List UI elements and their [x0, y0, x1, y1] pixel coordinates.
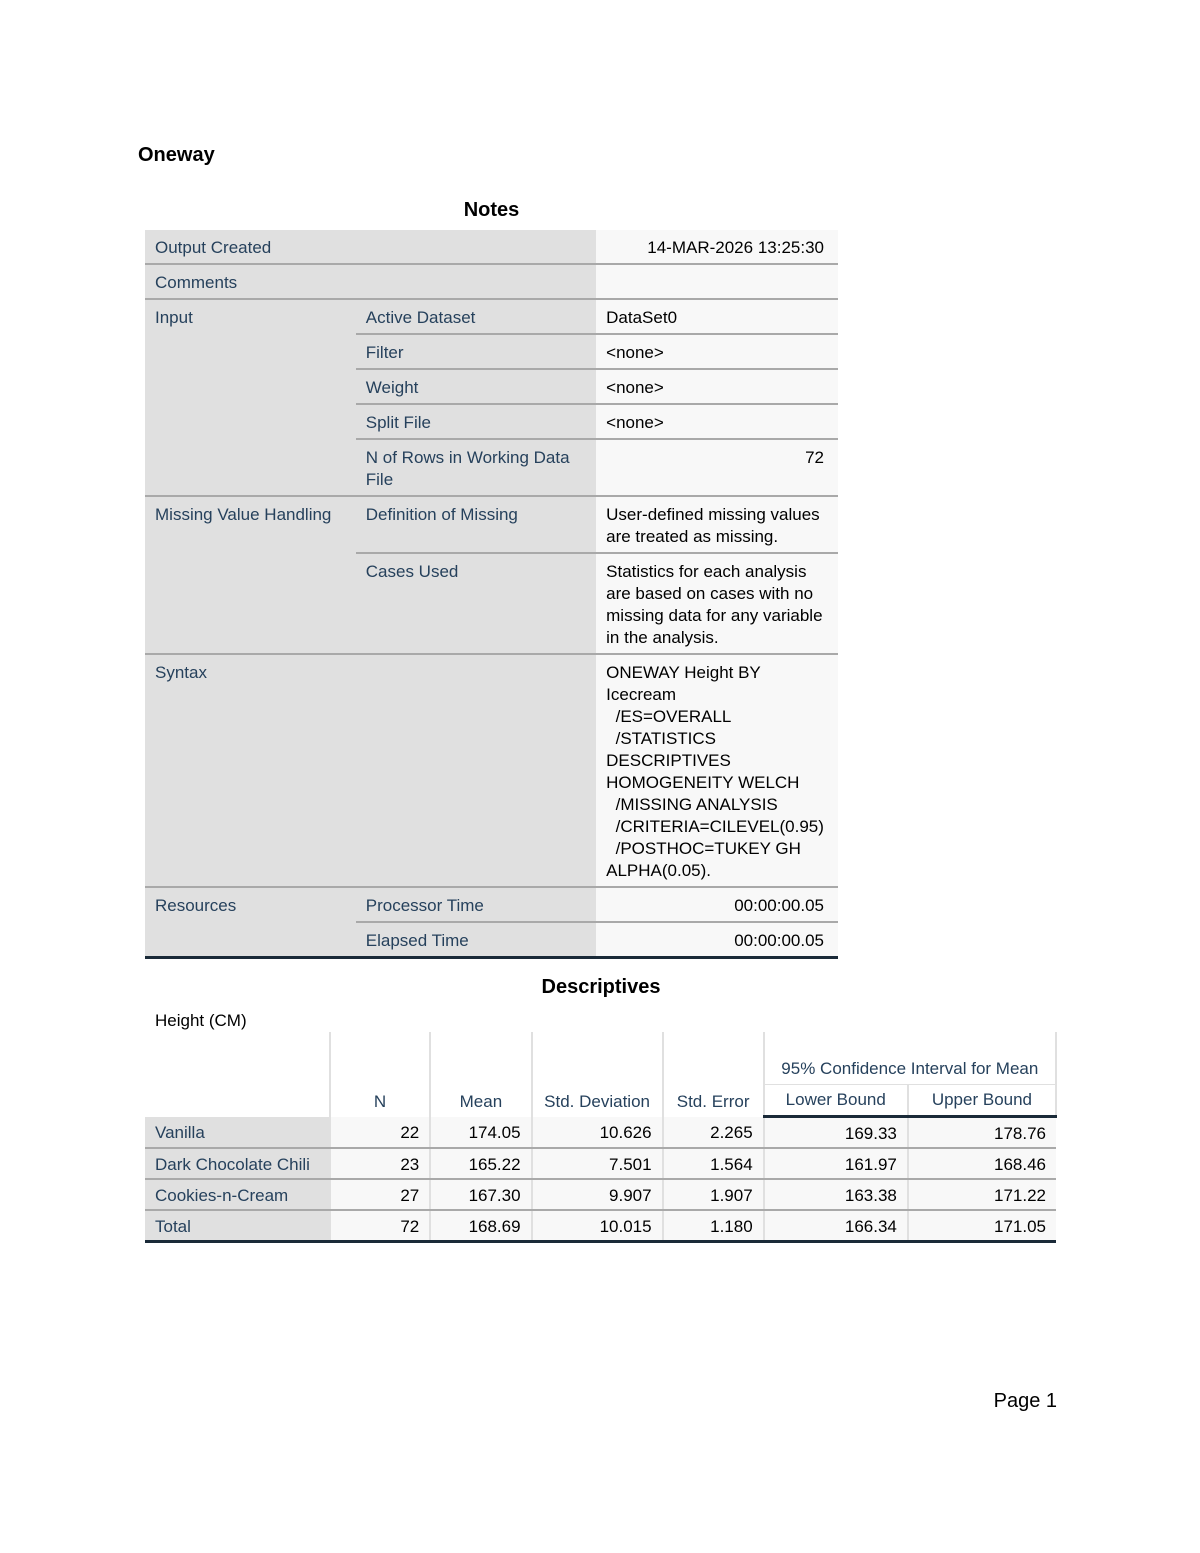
notes-label: Output Created [145, 230, 596, 264]
cell-mean: 165.22 [430, 1148, 531, 1179]
col-header-std-deviation: Std. Deviation [532, 1032, 663, 1117]
table-row [145, 1148, 1056, 1179]
notes-value: <none> [596, 334, 838, 369]
table-row [145, 1179, 1056, 1210]
table-row [145, 1210, 1056, 1242]
notes-label: Filter [356, 334, 596, 369]
notes-label: Processor Time [356, 887, 596, 922]
notes-label: Weight [356, 369, 596, 404]
col-header-mean: Mean [430, 1032, 531, 1117]
notes-label: Definition of Missing [356, 496, 596, 553]
col-header-upper-bound: Upper Bound [908, 1085, 1056, 1117]
notes-value: ONEWAY Height BY Icecream /ES=OVERALL /STATISTICS DESCRIPTIVES HOMOGENEITY WELCH /MISSING ANALYSIS /CRITERIA=CILEVEL(0.95) /POSTHOC=TUKEY GH ALPHA(0.05). [596, 654, 838, 887]
cell-mean: 168.69 [430, 1210, 531, 1242]
cell-n: 22 [330, 1117, 430, 1149]
row-label: Dark Chocolate Chili [145, 1148, 330, 1179]
cell-sd: 9.907 [532, 1179, 663, 1210]
notes-value: Statistics for each analysis are based on cases with no missing data for any variable in the analysis. [596, 553, 838, 654]
section-heading: Oneway [138, 144, 215, 166]
cell-n: 27 [330, 1179, 430, 1210]
notes-group-label: Resources [145, 887, 356, 958]
notes-value: 72 [596, 439, 838, 496]
col-header-n: N [330, 1032, 430, 1117]
cell-lower: 169.33 [764, 1117, 908, 1149]
table-row [145, 1117, 1056, 1149]
notes-label: Elapsed Time [356, 922, 596, 958]
notes-value: <none> [596, 404, 838, 439]
notes-label: Syntax [145, 654, 596, 887]
cell-upper: 178.76 [908, 1117, 1056, 1149]
cell-sd: 10.015 [532, 1210, 663, 1242]
notes-row-comments [145, 264, 838, 299]
notes-row-definition-missing [145, 496, 838, 553]
cell-se: 2.265 [663, 1117, 764, 1149]
notes-value: DataSet0 [596, 299, 838, 334]
col-header-lower-bound: Lower Bound [764, 1085, 908, 1117]
notes-value: <none> [596, 369, 838, 404]
notes-title: Notes [463, 199, 520, 221]
notes-label: N of Rows in Working Data File [356, 439, 596, 496]
cell-se: 1.180 [663, 1210, 764, 1242]
cell-sd: 10.626 [532, 1117, 663, 1149]
cell-upper: 168.46 [908, 1148, 1056, 1179]
descriptives-title: Descriptives [541, 976, 661, 998]
notes-group-label: Missing Value Handling [145, 496, 356, 654]
cell-lower: 166.34 [764, 1210, 908, 1242]
col-header-ci: 95% Confidence Interval for Mean [764, 1032, 1056, 1085]
cell-lower: 161.97 [764, 1148, 908, 1179]
notes-group-label: Input [145, 299, 356, 496]
cell-se: 1.907 [663, 1179, 764, 1210]
notes-row-syntax [145, 654, 838, 887]
row-label: Vanilla [145, 1117, 330, 1149]
notes-value [596, 264, 838, 299]
cell-n: 23 [330, 1148, 430, 1179]
notes-label: Cases Used [356, 553, 596, 654]
cell-n: 72 [330, 1210, 430, 1242]
col-header-std-error: Std. Error [663, 1032, 764, 1117]
corner-header [145, 1032, 330, 1117]
descriptives-table [145, 1032, 1057, 1243]
page-number: Page 1 [993, 1390, 1057, 1412]
cell-lower: 163.38 [764, 1179, 908, 1210]
cell-mean: 167.30 [430, 1179, 531, 1210]
cell-mean: 174.05 [430, 1117, 531, 1149]
cell-upper: 171.22 [908, 1179, 1056, 1210]
row-label: Total [145, 1210, 330, 1242]
descriptives-caption: Height (CM) [155, 1011, 247, 1030]
cell-se: 1.564 [663, 1148, 764, 1179]
notes-label: Active Dataset [356, 299, 596, 334]
notes-table [145, 230, 838, 959]
notes-value: 00:00:00.05 [596, 887, 838, 922]
notes-label: Comments [145, 264, 596, 299]
row-label: Cookies-n-Cream [145, 1179, 330, 1210]
notes-label: Split File [356, 404, 596, 439]
notes-value: 14-MAR-2026 13:25:30 [596, 230, 838, 264]
cell-upper: 171.05 [908, 1210, 1056, 1242]
notes-value: User-defined missing values are treated as missing. [596, 496, 838, 553]
notes-row-active-dataset [145, 299, 838, 334]
notes-row-output-created [145, 230, 838, 264]
notes-row-processor-time [145, 887, 838, 922]
cell-sd: 7.501 [532, 1148, 663, 1179]
notes-value: 00:00:00.05 [596, 922, 838, 958]
